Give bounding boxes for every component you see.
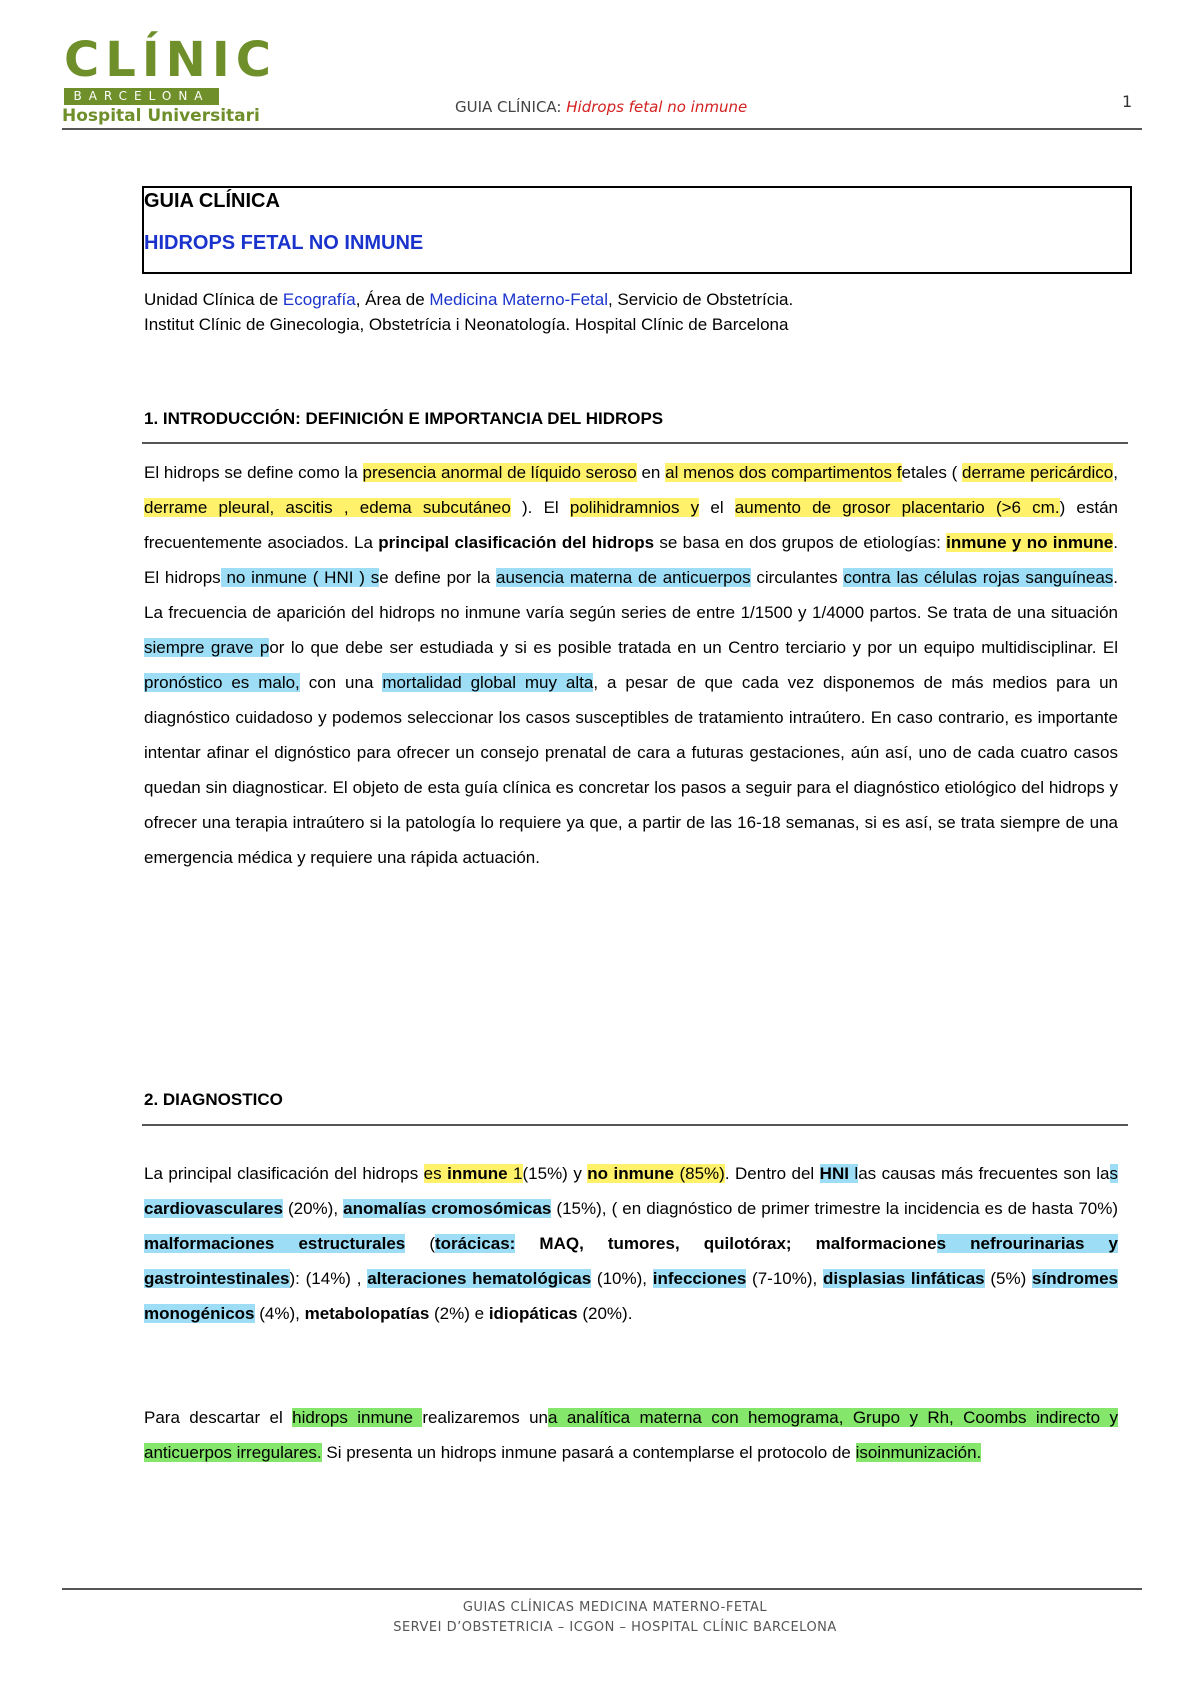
highlight-cyan-bold: torácicas: <box>435 1234 516 1253</box>
highlight-yellow: derrame pleural, ascitis , edema subcutáneo <box>144 498 511 517</box>
text-run: (20%) <box>282 1199 334 1218</box>
highlight-yellow: es <box>423 1164 448 1183</box>
text-run: (4%), <box>254 1304 305 1323</box>
running-header <box>455 98 747 116</box>
text-run: con una <box>299 673 383 692</box>
text-run: (5%) <box>984 1269 1033 1288</box>
unit-link: Ecografía <box>282 290 356 309</box>
highlight-yellow: aumento de grosor placentario (>6 cm. <box>734 498 1060 517</box>
area-link: Medicina Materno-Fetal <box>429 290 608 309</box>
text-run: , <box>1113 463 1118 482</box>
section-1-rule <box>142 442 1128 444</box>
highlight-cyan: no inmune ( HNI ) s <box>220 568 380 587</box>
highlight-yellow-bold: no inmune <box>587 1164 674 1183</box>
text-run: el <box>699 498 735 517</box>
text-run: (2%) e <box>429 1304 489 1323</box>
text-run: La principal clasificación del hidrops <box>144 1164 424 1183</box>
text-run: (7-10%), <box>746 1269 823 1288</box>
footer-line-2: SERVEI D’OBSTETRICIA – ICGON – HOSPITAL CLÍNIC BARCELONA <box>393 1620 837 1635</box>
text-run: . Dentro del <box>724 1164 820 1183</box>
text-run: Si presenta un hidrops inmune pasará a contemplarse el protocolo de <box>321 1443 856 1462</box>
bold-text: idiopáticas <box>488 1304 578 1323</box>
guide-title: GUIA CLÍNICA <box>144 190 280 212</box>
page-number: 1 <box>1122 92 1133 111</box>
footer-rule <box>62 1588 1142 1590</box>
text-run: , ( en diagnóstico de primer trimestre la incidencia es de hasta 70%) <box>601 1199 1119 1218</box>
text-run: ) están frecuentemente asociados. La <box>144 498 1118 552</box>
highlight-cyan: siempre grave p <box>144 638 270 657</box>
text-run: realizaremos un <box>422 1408 548 1427</box>
highlight-cyan-bold: displasias linfáticas <box>822 1269 985 1288</box>
highlight-yellow: al menos dos compartimentos f <box>665 463 902 482</box>
text-run: (15%) <box>551 1199 602 1218</box>
section-2-heading: 2. DIAGNOSTICO <box>144 1090 283 1109</box>
highlight-cyan: pronóstico es malo, <box>144 673 300 692</box>
highlight-yellow: 1 <box>507 1164 523 1183</box>
running-header-subject: Hidrops fetal no inmune <box>566 98 748 116</box>
highlight-green: hidrops inmune <box>292 1408 423 1427</box>
section-1-heading: 1. INTRODUCCIÓN: DEFINICIÓN E IMPORTANCIA DEL HIDROPS <box>144 409 664 428</box>
highlight-cyan-bold: alteraciones hematológicas <box>367 1269 592 1288</box>
highlight-cyan: l <box>848 1164 859 1183</box>
section-2-paragraph-2 <box>144 1400 1118 1470</box>
text-run: se basa en dos grupos de etiologías: <box>654 533 947 552</box>
guide-subject-title: HIDROPS FETAL NO INMUNE <box>144 232 424 254</box>
text-run: (15%) y <box>522 1164 588 1183</box>
highlight-cyan: contra las células rojas sanguíneas <box>843 568 1114 587</box>
text-run: ( <box>405 1234 435 1253</box>
highlight-cyan: s <box>1109 1164 1119 1183</box>
section-2-rule <box>142 1124 1128 1126</box>
highlight-green: isoinmunización. <box>855 1443 982 1462</box>
text-run: en <box>636 463 666 482</box>
highlight-cyan-bold: síndromes monogénicos <box>144 1269 1118 1323</box>
inst-text: Unidad Clínica de <box>144 290 283 309</box>
bold-text: MAQ, tumores, quilotórax; malformacione <box>515 1234 937 1253</box>
highlight-cyan: mortalidad global muy alta <box>382 673 594 692</box>
text-run: etales ( <box>901 463 963 482</box>
text-run: e define por la <box>379 568 496 587</box>
text-run: , a pesar de que cada vez disponemos de más medios para un diagnóstico cuidadoso y podemos seleccionar los casos susceptibles de tratamiento intraútero. En caso contrario, es importante intentar afinar el dignóstico para ofrecer un consejo prenatal de cara a futuras gestaciones, aún así, uno de cada cuatro casos quedan sin diagnosticar. El objeto de esta guía clínica es concretar los pasos a seguir para el diagnóstico etiológico del hidrops y ofrecer una terapia intraútero si la patología lo requiere ya que, a partir de las 16-18 semanas, si es así, se trata siempre de una emergencia médica y requiere una rápida actuación. <box>144 673 1118 867</box>
logo-band: BARCELONA <box>64 88 219 105</box>
bold-text: metabolopatías <box>304 1304 430 1323</box>
highlight-yellow-bold: inmune <box>447 1164 508 1183</box>
highlight-yellow: presencia anormal de líquido seroso <box>362 463 637 482</box>
highlight-cyan-bold: s nefrourinarias y gastrointestinales <box>144 1234 1118 1288</box>
header-rule <box>62 128 1142 130</box>
inst-text: , Servicio de Obstetrícia. <box>607 290 794 309</box>
text-run: . La frecuencia de aparición del hidrops no inmune varía según series de entre 1/1500 y 1/4000 partos. Se trata de una situación <box>144 568 1119 622</box>
text-run: or lo que debe ser estudiada y si es posible tratada en un Centro terciario y por un equipo multidisciplinar. El <box>269 638 1118 657</box>
highlight-cyan-bold: cardiovasculares <box>144 1199 283 1218</box>
bold-text: principal clasificación del hidrops <box>378 533 655 552</box>
inst-text: , Área de <box>355 290 430 309</box>
highlight-green: a analítica materna con hemograma, Grupo y Rh, Coombs indirecto y anticuerpos irregulares. <box>144 1408 1118 1462</box>
highlight-yellow: derrame pericárdico <box>962 463 1114 482</box>
section-2-paragraph-1 <box>144 1156 1118 1331</box>
text-run: ). El <box>510 498 570 517</box>
text-run: El hidrops se define como la <box>144 463 363 482</box>
text-run: . El hidrops <box>144 533 1118 587</box>
institution-line-2: Institut Clínic de Ginecologia, Obstetrícia i Neonatología. Hospital Clínic de Barcelona <box>144 315 789 334</box>
text-run: (10%), <box>591 1269 653 1288</box>
text-run: circulantes <box>750 568 844 587</box>
text-run: ): (14%) , <box>289 1269 368 1288</box>
section-1-paragraph <box>144 455 1118 875</box>
highlight-cyan: ausencia materna de anticuerpos <box>495 568 751 587</box>
highlight-yellow: (85%) <box>673 1164 725 1183</box>
title-box <box>142 186 1132 274</box>
logo-wordmark: CLÍNIC <box>64 32 277 88</box>
highlight-cyan-bold: infecciones <box>652 1269 747 1288</box>
text-run: (20%). <box>577 1304 633 1323</box>
footer-line-1: GUIAS CLÍNICAS MEDICINA MATERNO-FETAL <box>462 1600 768 1615</box>
running-header-label: GUIA CLÍNICA: <box>455 98 562 116</box>
text-run: , <box>333 1199 344 1218</box>
highlight-cyan-bold: malformaciones estructurales <box>144 1234 406 1253</box>
institution-block <box>144 287 793 337</box>
text-run: as causas más frecuentes son la <box>858 1164 1110 1183</box>
institution-line-1 <box>144 287 793 312</box>
highlight-yellow-bold: inmune y no inmune <box>946 533 1114 552</box>
highlight-cyan-bold: anomalías cromosómicas <box>343 1199 552 1218</box>
logo-subtitle: Hospital Universitari <box>62 106 260 126</box>
highlight-yellow: polihidramnios y <box>569 498 700 517</box>
highlight-cyan-bold: HNI <box>819 1164 849 1183</box>
text-run: Para descartar el <box>144 1408 293 1427</box>
